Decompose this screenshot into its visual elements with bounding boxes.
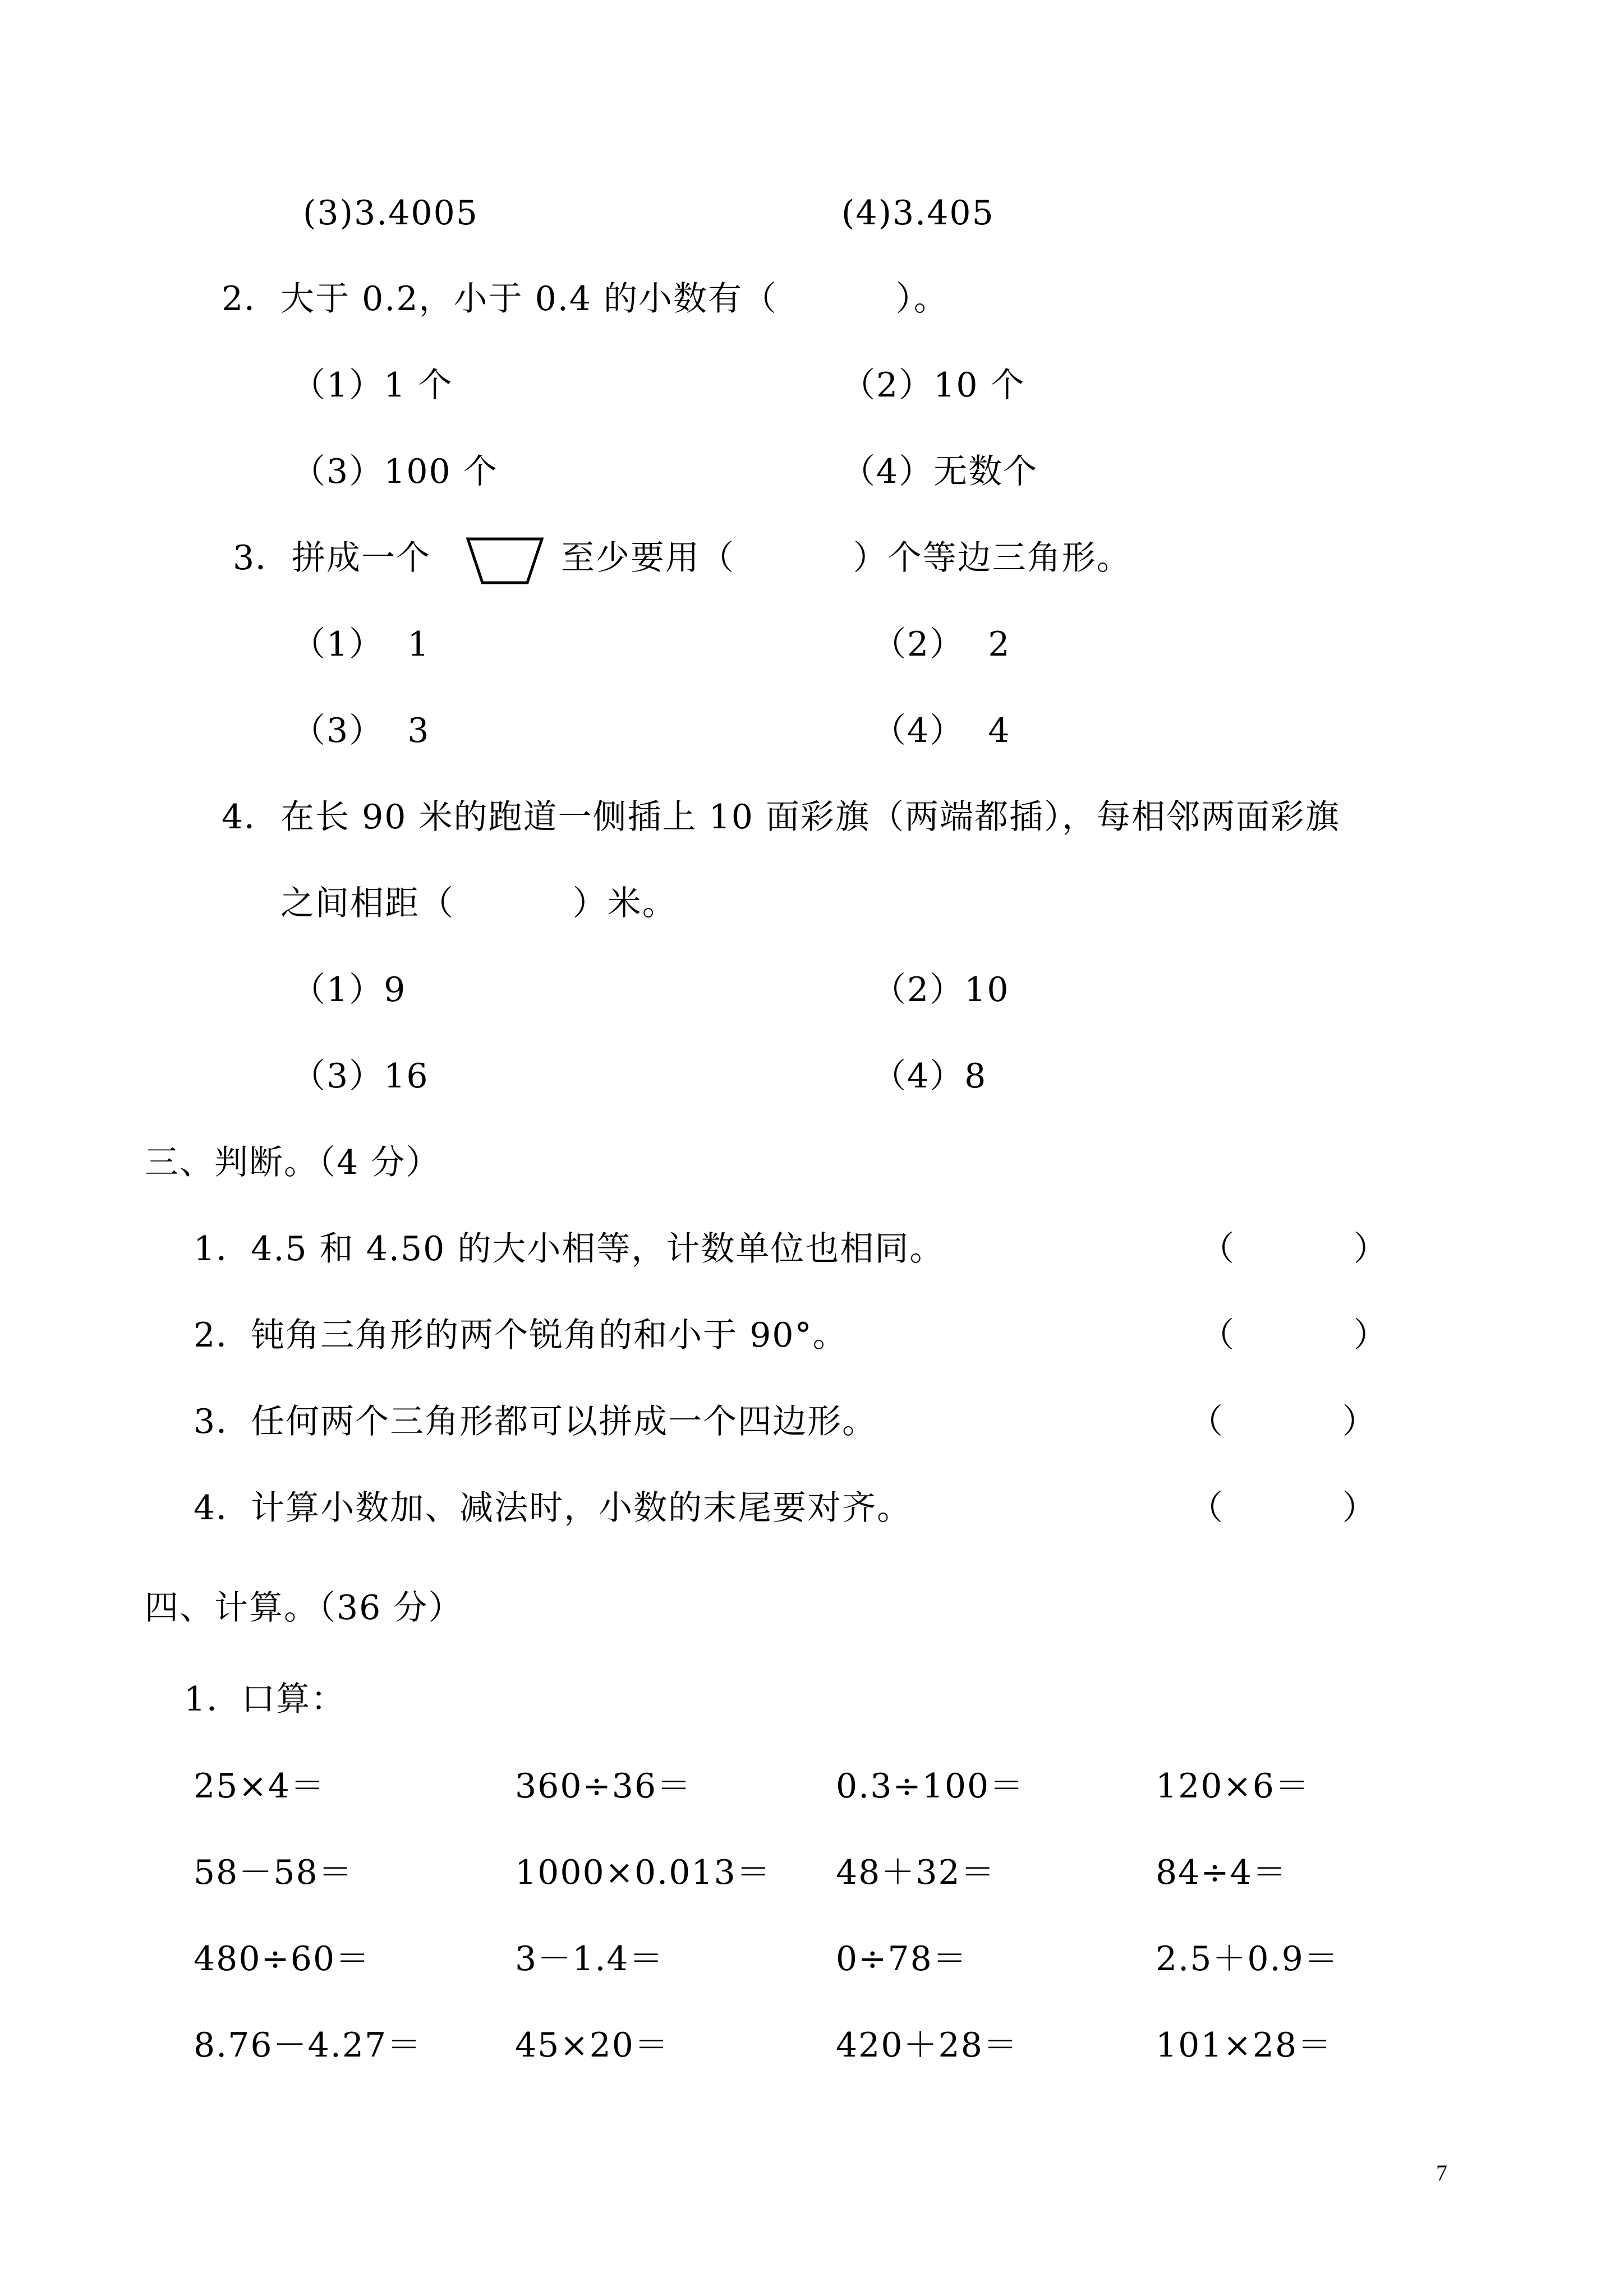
calc-cell: 480÷60＝ (194, 1939, 371, 1979)
calc-cell: 120×6＝ (1156, 1767, 1310, 1806)
q3-option-2: （2） 2 (872, 625, 1011, 664)
calc-cell: 0÷78＝ (836, 1939, 968, 1979)
section4-title: 四、计算。（36 分） (145, 1588, 463, 1628)
section4-sub1: 1．口算： (184, 1680, 346, 1719)
q4-number: 4． (222, 797, 279, 837)
calc-cell: 2.5＋0.9＝ (1156, 1939, 1339, 1979)
q4-stem-line1: 在长 90 米的跑道一侧插上 10 面彩旗（两端都插），每相邻两面彩旗 (280, 797, 1340, 837)
calc-cell: 48＋32＝ (836, 1853, 996, 1892)
section3-title: 三、判断。（4 分） (145, 1143, 441, 1182)
calc-cell: 3－1.4＝ (515, 1939, 664, 1979)
q2-option-1: （1）1 个 (292, 366, 453, 405)
calc-cell: 360÷36＝ (515, 1767, 692, 1806)
judge-answer-1: （ ） (1200, 1229, 1388, 1269)
judge-answer-4: （ ） (1189, 1488, 1377, 1528)
page-number: 7 (1436, 2160, 1447, 2186)
q2-stem: 大于 0.2，小于 0.4 的小数有（ ）。 (280, 279, 949, 319)
judge-answer-3: （ ） (1189, 1402, 1377, 1441)
q4-option-4: （4）8 (872, 1057, 987, 1096)
judge-item-3: 3．任何两个三角形都可以拼成一个四边形。 (194, 1402, 877, 1441)
judge-item-2: 2．钝角三角形的两个锐角的和小于 90°。 (194, 1316, 848, 1355)
q3-number: 3． (233, 538, 291, 578)
q4-option-1: （1）9 (292, 970, 407, 1009)
judge-item-4: 4．计算小数加、减法时，小数的末尾要对齐。 (194, 1488, 912, 1528)
calc-cell: 58－58＝ (194, 1853, 353, 1892)
calc-cell: 0.3÷100＝ (836, 1767, 1025, 1806)
q4-option-2: （2）10 (872, 970, 1010, 1009)
calc-cell: 1000×0.013＝ (515, 1853, 771, 1892)
calc-cell: 420＋28＝ (836, 2026, 1018, 2065)
q4-stem-line2: 之间相距（ ）米。 (280, 884, 677, 923)
judge-item-1: 1．4.5 和 4.50 的大小相等，计数单位也相同。 (194, 1229, 945, 1269)
q2-option-2: （2）10 个 (841, 366, 1025, 405)
calc-cell: 45×20＝ (515, 2026, 669, 2065)
q3-stem-before: 拼成一个 (292, 538, 431, 578)
q1-option-4: (4)3.405 (841, 193, 995, 233)
q1-option-3: (3)3.4005 (303, 193, 479, 233)
calc-cell: 84÷4＝ (1156, 1853, 1287, 1892)
q4-option-3: （3）16 (292, 1057, 429, 1096)
calc-cell: 101×28＝ (1156, 2026, 1333, 2065)
q3-stem-after: 至少要用（ ）个等边三角形。 (561, 538, 1131, 578)
q2-number: 2． (222, 279, 279, 319)
q3-option-1: （1） 1 (292, 625, 430, 664)
q3-option-4: （4） 4 (872, 711, 1011, 750)
judge-answer-2: （ ） (1200, 1316, 1388, 1355)
q3-option-3: （3） 3 (292, 711, 430, 750)
q2-option-4: （4）无数个 (841, 452, 1038, 491)
q2-option-3: （3）100 个 (292, 452, 498, 491)
calc-cell: 8.76－4.27＝ (194, 2026, 422, 2065)
trapezoid-icon (466, 536, 544, 586)
calc-cell: 25×4＝ (194, 1767, 325, 1806)
